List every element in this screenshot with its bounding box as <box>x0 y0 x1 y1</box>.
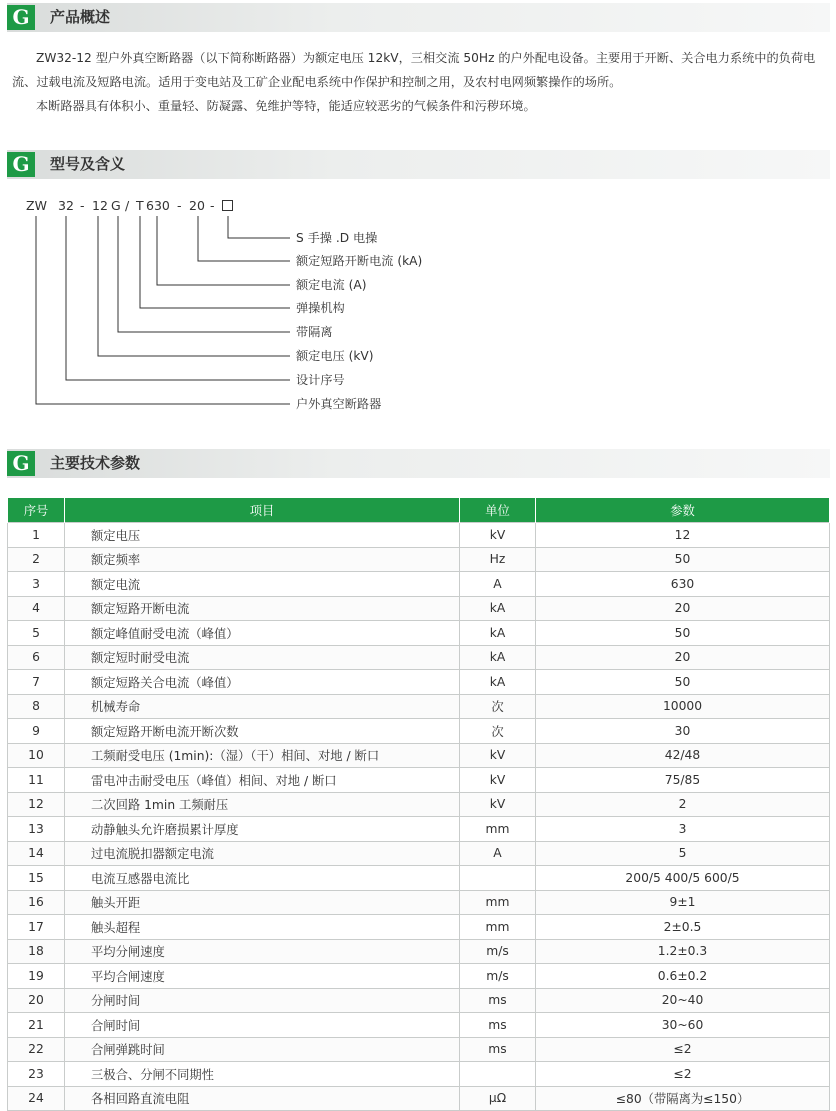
cell-item: 合闸时间 <box>65 1013 460 1038</box>
cell-unit <box>460 1062 536 1087</box>
cell-item: 各相回路直流电阻 <box>65 1086 460 1111</box>
cell-num: 12 <box>8 792 65 817</box>
table-row <box>8 547 830 572</box>
cell-item: 电流互感器电流比 <box>65 866 460 891</box>
cell-value: 20 <box>536 645 830 670</box>
table-row <box>8 988 830 1013</box>
code-segment: - <box>177 198 182 213</box>
code-segment: ZW <box>26 198 47 213</box>
section-header-params <box>7 449 830 478</box>
cell-unit: m/s <box>460 939 536 964</box>
cell-value: 3 <box>536 817 830 842</box>
cell-unit: kA <box>460 670 536 695</box>
cell-item: 雷电冲击耐受电压（峰值）相间、对地 / 断口 <box>65 768 460 793</box>
cell-num: 20 <box>8 988 65 1013</box>
section-header-overview <box>7 3 830 32</box>
g-logo-icon: G <box>7 451 35 476</box>
cell-num: 9 <box>8 719 65 744</box>
cell-item: 三极合、分闸不同期性 <box>65 1062 460 1087</box>
cell-value: 50 <box>536 670 830 695</box>
cell-num: 21 <box>8 1013 65 1038</box>
meaning-label: 设计序号 <box>296 373 345 387</box>
cell-unit: A <box>460 572 536 597</box>
cell-value: 630 <box>536 572 830 597</box>
table-row <box>8 817 830 842</box>
cell-num: 6 <box>8 645 65 670</box>
cell-item: 额定频率 <box>65 547 460 572</box>
cell-num: 15 <box>8 866 65 891</box>
header-value: 参数 <box>536 498 830 523</box>
table-row <box>8 572 830 597</box>
table-row <box>8 866 830 891</box>
table-body <box>8 523 830 1111</box>
table-row <box>8 768 830 793</box>
table-row <box>8 596 830 621</box>
connector-lines <box>0 196 836 416</box>
cell-unit: m/s <box>460 964 536 989</box>
cell-num: 24 <box>8 1086 65 1111</box>
header-num: 序号 <box>8 498 65 523</box>
section-title: 主要技术参数 <box>50 454 141 472</box>
cell-value: 50 <box>536 547 830 572</box>
cell-value: 1.2±0.3 <box>536 939 830 964</box>
meaning-label: 带隔离 <box>296 325 333 339</box>
code-segment: T <box>136 198 144 213</box>
cell-item: 额定峰值耐受电流（峰值） <box>65 621 460 646</box>
table-row <box>8 1062 830 1087</box>
cell-num: 18 <box>8 939 65 964</box>
cell-num: 3 <box>8 572 65 597</box>
meaning-label: 弹操机构 <box>296 301 345 315</box>
cell-item: 二次回路 1min 工频耐压 <box>65 792 460 817</box>
overview-paragraph-1: ZW32-12 型户外真空断路器（以下简称断路器）为额定电压 12kV，三相交流 50Hz 的户外配电设备。主要用于开断、关合电力系统中的负荷电流、过载电流及短路电流。适用于变电站及工矿企业配电系统中作保护和控制之用，及农村电网频繁操作的场所。 <box>12 51 816 89</box>
cell-num: 14 <box>8 841 65 866</box>
cell-item: 过电流脱扣器额定电流 <box>65 841 460 866</box>
cell-value: ≤2 <box>536 1037 830 1062</box>
cell-item: 工频耐受电压 (1min):（湿）（干）相间、对地 / 断口 <box>65 743 460 768</box>
cell-value: 50 <box>536 621 830 646</box>
table-row <box>8 694 830 719</box>
code-segment: 12 <box>92 198 108 213</box>
cell-unit: ms <box>460 988 536 1013</box>
cell-item: 分闸时间 <box>65 988 460 1013</box>
table-row <box>8 1037 830 1062</box>
section-title: 产品概述 <box>50 8 111 26</box>
cell-value: 9±1 <box>536 890 830 915</box>
g-logo-icon: G <box>7 152 35 177</box>
cell-unit: 次 <box>460 694 536 719</box>
code-segment: 20 <box>189 198 205 213</box>
cell-item: 额定短路开断电流 <box>65 596 460 621</box>
table-row <box>8 890 830 915</box>
table-header-row <box>8 498 830 523</box>
cell-value: 42/48 <box>536 743 830 768</box>
table-row <box>8 939 830 964</box>
cell-value: 75/85 <box>536 768 830 793</box>
code-segment: G <box>111 198 121 213</box>
cell-unit: mm <box>460 817 536 842</box>
cell-item: 额定电流 <box>65 572 460 597</box>
header-item: 项目 <box>65 498 460 523</box>
header-unit: 单位 <box>460 498 536 523</box>
meaning-label: 额定电流 (A) <box>296 278 367 292</box>
code-segment: / <box>125 198 130 213</box>
cell-item: 触头开距 <box>65 890 460 915</box>
cell-value: 30 <box>536 719 830 744</box>
table-row <box>8 915 830 940</box>
cell-num: 1 <box>8 523 65 548</box>
overview-paragraph-2: 本断路器具有体积小、重量轻、防凝露、免维护等特，能适应较恶劣的气候条件和污秽环境。 <box>36 99 536 113</box>
cell-num: 7 <box>8 670 65 695</box>
cell-num: 4 <box>8 596 65 621</box>
cell-num: 23 <box>8 1062 65 1087</box>
cell-num: 19 <box>8 964 65 989</box>
meaning-label: 额定短路开断电流 (kA) <box>296 254 423 268</box>
cell-num: 17 <box>8 915 65 940</box>
cell-unit: μΩ <box>460 1086 536 1111</box>
cell-value: 20~40 <box>536 988 830 1013</box>
cell-value: 30~60 <box>536 1013 830 1038</box>
code-segment: 32 <box>58 198 74 213</box>
table-row <box>8 523 830 548</box>
cell-item: 合闸弹跳时间 <box>65 1037 460 1062</box>
cell-unit: kV <box>460 743 536 768</box>
table-row <box>8 1013 830 1038</box>
tech-params-table <box>7 498 830 1111</box>
cell-value: 2 <box>536 792 830 817</box>
cell-unit: kA <box>460 645 536 670</box>
cell-unit: Hz <box>460 547 536 572</box>
cell-item: 动静触头允许磨损累计厚度 <box>65 817 460 842</box>
cell-unit: A <box>460 841 536 866</box>
g-logo-icon: G <box>7 5 35 30</box>
meaning-label: S 手操 .D 电操 <box>296 231 378 245</box>
meaning-label: 户外真空断路器 <box>296 397 382 411</box>
cell-value: 12 <box>536 523 830 548</box>
cell-item: 额定短路开断电流开断次数 <box>65 719 460 744</box>
cell-num: 16 <box>8 890 65 915</box>
model-code-diagram <box>0 196 836 416</box>
cell-value: 0.6±0.2 <box>536 964 830 989</box>
cell-unit: mm <box>460 915 536 940</box>
meaning-label: 额定电压 (kV) <box>296 349 374 363</box>
cell-unit: ms <box>460 1037 536 1062</box>
cell-value: ≤80（带隔离为≤150） <box>536 1086 830 1111</box>
cell-num: 11 <box>8 768 65 793</box>
cell-value: 10000 <box>536 694 830 719</box>
cell-value: 200/5 400/5 600/5 <box>536 866 830 891</box>
table-row <box>8 621 830 646</box>
cell-unit: mm <box>460 890 536 915</box>
cell-num: 8 <box>8 694 65 719</box>
cell-value: 20 <box>536 596 830 621</box>
cell-value: 5 <box>536 841 830 866</box>
cell-num: 2 <box>8 547 65 572</box>
cell-item: 额定电压 <box>65 523 460 548</box>
section-title: 型号及含义 <box>50 155 126 173</box>
cell-item: 触头超程 <box>65 915 460 940</box>
table-row <box>8 792 830 817</box>
cell-num: 22 <box>8 1037 65 1062</box>
table-row <box>8 719 830 744</box>
cell-item: 额定短时耐受电流 <box>65 645 460 670</box>
code-segment: 630 <box>146 198 170 213</box>
table-row <box>8 670 830 695</box>
cell-unit <box>460 866 536 891</box>
table-row <box>8 964 830 989</box>
cell-unit: ms <box>460 1013 536 1038</box>
cell-unit: kV <box>460 523 536 548</box>
cell-value: ≤2 <box>536 1062 830 1087</box>
cell-num: 5 <box>8 621 65 646</box>
cell-item: 平均分闸速度 <box>65 939 460 964</box>
code-segment: - <box>80 198 85 213</box>
cell-unit: kV <box>460 792 536 817</box>
cell-unit: kV <box>460 768 536 793</box>
cell-unit: kA <box>460 621 536 646</box>
table-row <box>8 743 830 768</box>
table-row <box>8 841 830 866</box>
cell-unit: kA <box>460 596 536 621</box>
table-row <box>8 645 830 670</box>
section-header-model <box>7 150 830 179</box>
table-row <box>8 1086 830 1111</box>
cell-unit: 次 <box>460 719 536 744</box>
cell-item: 额定短路关合电流（峰值） <box>65 670 460 695</box>
code-segment: - <box>210 198 215 213</box>
cell-item: 机械寿命 <box>65 694 460 719</box>
cell-item: 平均合闸速度 <box>65 964 460 989</box>
cell-num: 13 <box>8 817 65 842</box>
cell-num: 10 <box>8 743 65 768</box>
cell-value: 2±0.5 <box>536 915 830 940</box>
